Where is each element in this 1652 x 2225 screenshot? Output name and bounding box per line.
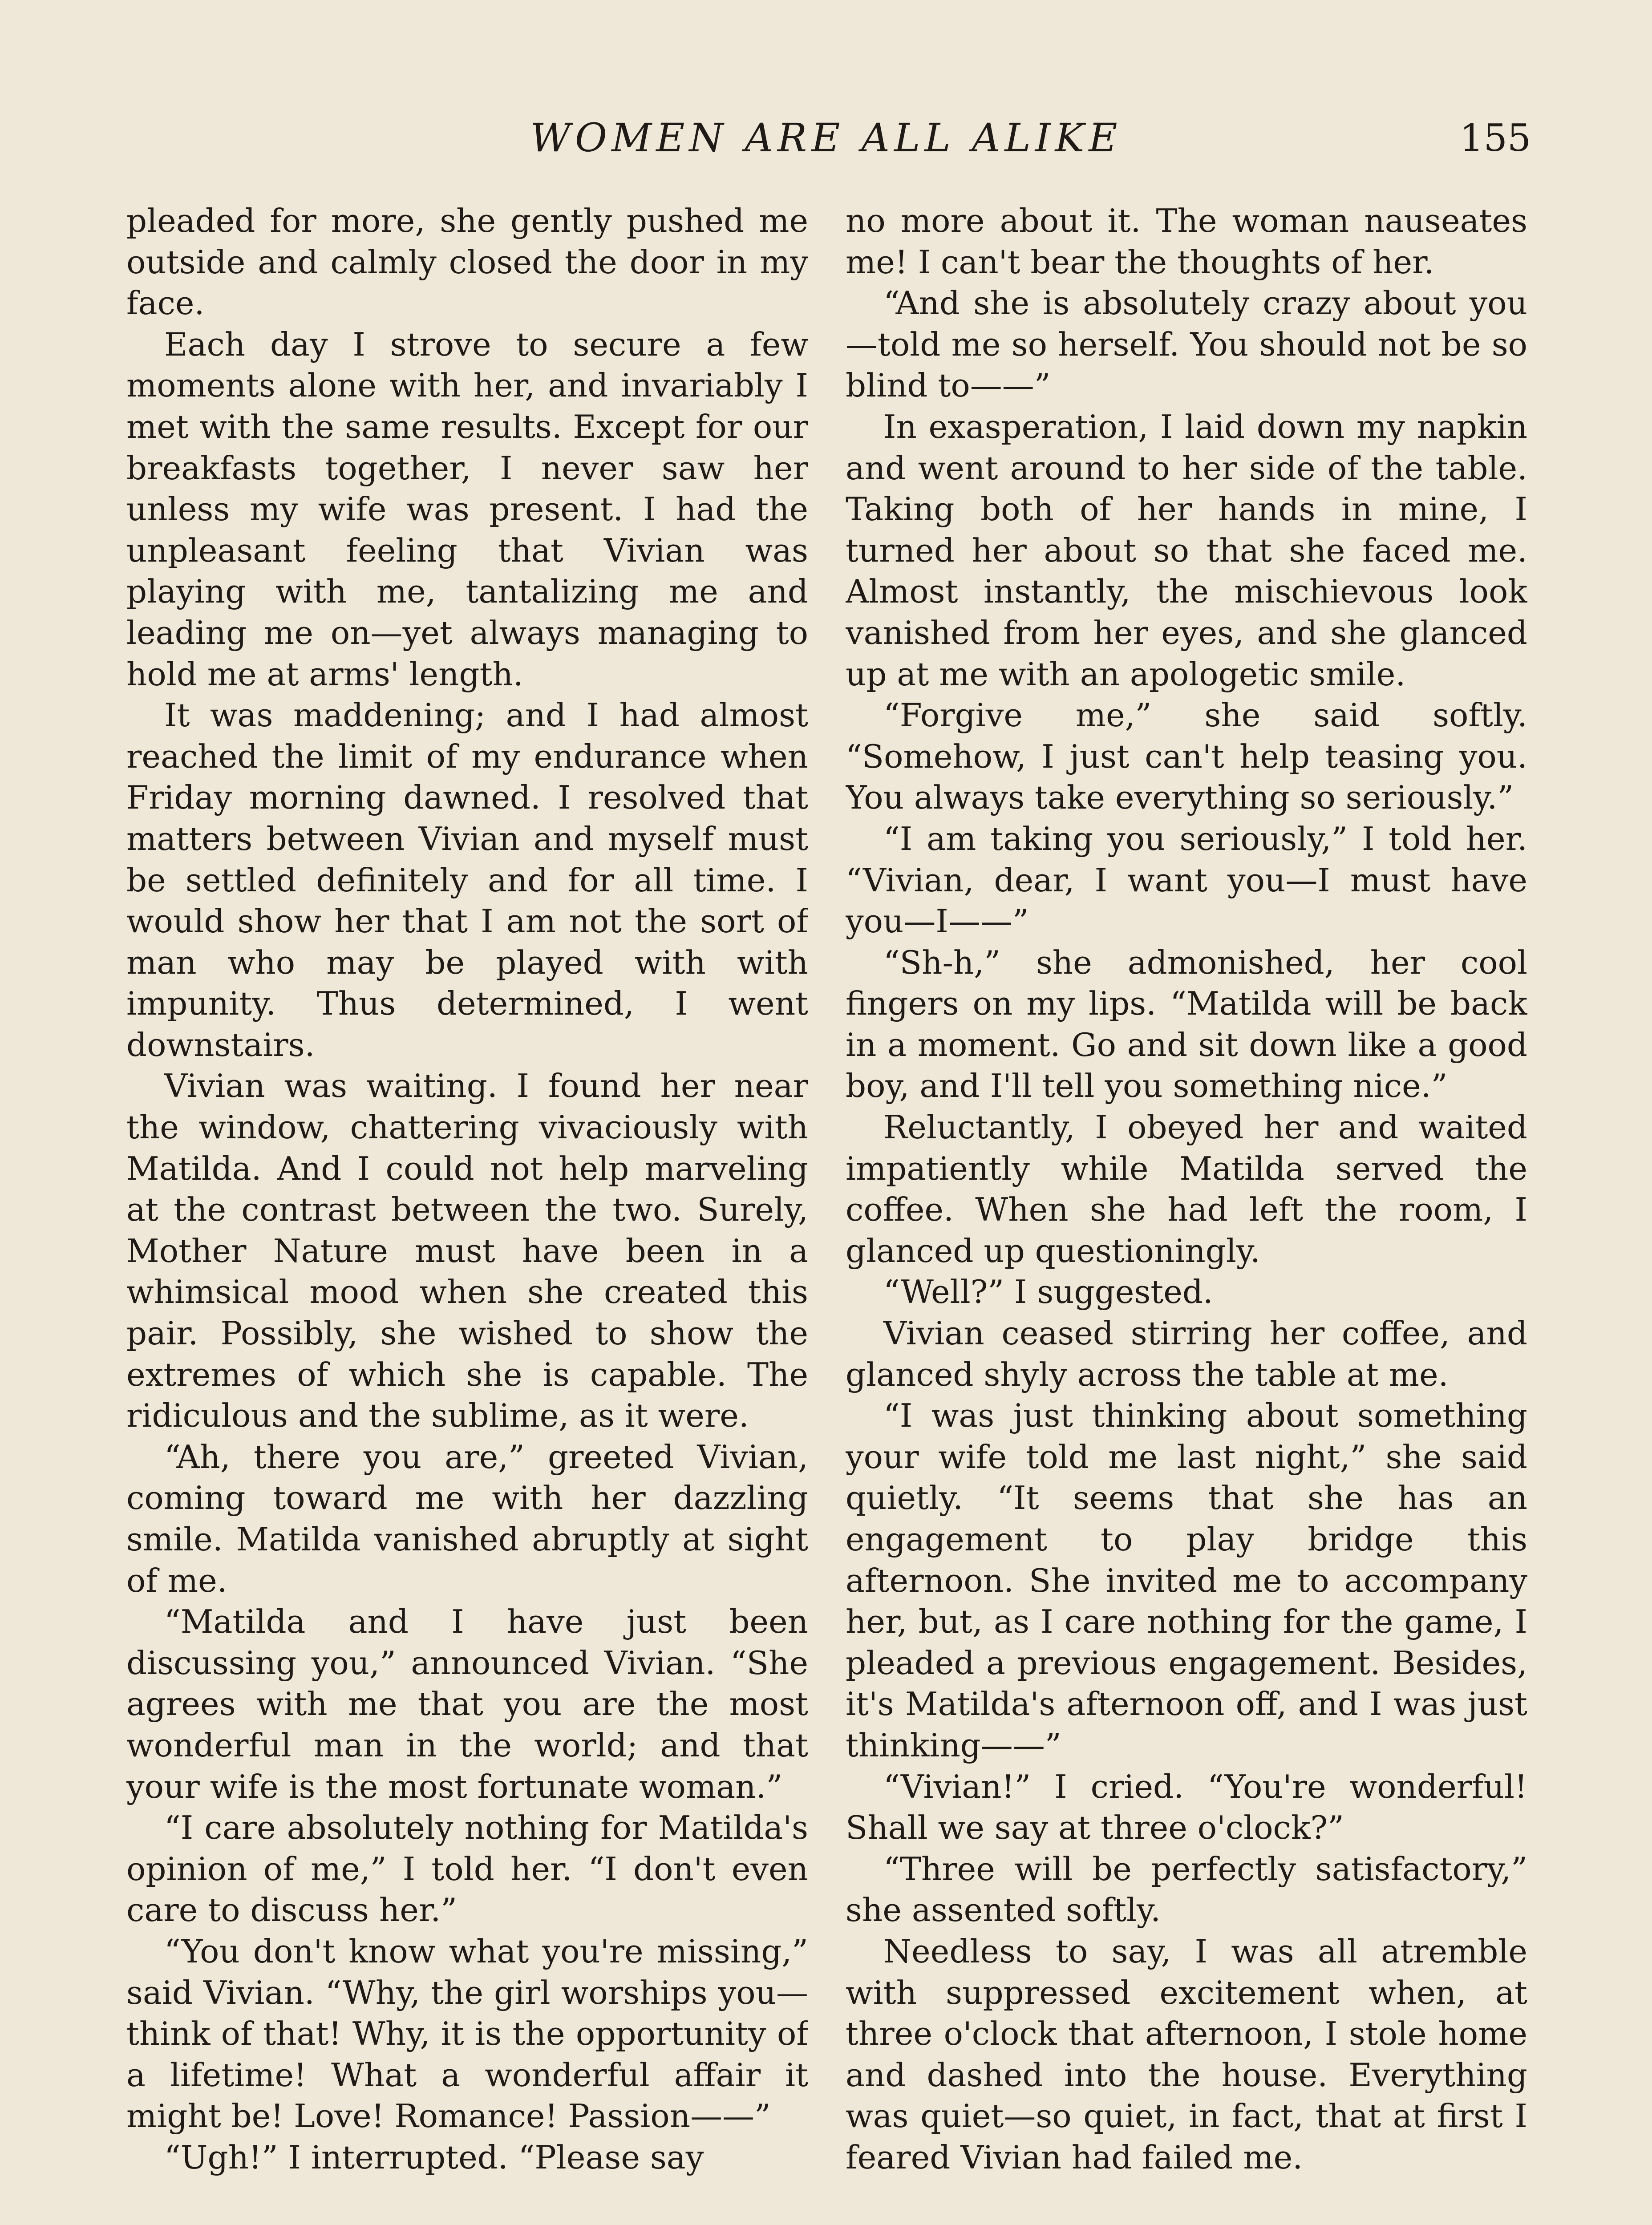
paragraph: “Ugh!” I interrupted. “Please say [164, 2138, 704, 2176]
paragraph: “Sh-h,” she admonished, her cool fingers on my lips. “Matilda will be back in a moment. Go and sit down like a good boy, and I'll tell you something nice.” [846, 943, 1527, 1105]
running-title: WOMEN ARE ALL ALIKE [530, 115, 1122, 161]
paragraph: “I am taking you seriously,” I told her. “Vivian, dear, I want you—I must have you—I——” [846, 820, 1527, 940]
paragraph: “Well?” I suggested. [883, 1273, 1213, 1311]
paragraph: Reluctantly, I obeyed her and waited impatiently while Matilda served the coffee. When she had left the room, I glanced up questioningly. [846, 1108, 1527, 1270]
page-header [0, 111, 1652, 165]
paragraph: pleaded for more, she gently pushed me outside and calmly closed the door in my face. [126, 202, 808, 322]
left-column [126, 200, 808, 2225]
right-column [846, 200, 1527, 2225]
paragraph: “Ah, there you are,” greeted Vivian, coming toward me with her dazzling smile. Matilda vanished abruptly at sight of me. [126, 1438, 808, 1599]
paragraph: Vivian ceased stirring her coffee, and glanced shyly across the table at me. [846, 1315, 1527, 1393]
paragraph: Vivian was waiting. I found her near the window, chattering vivaciously with Matilda. And I could not help marveling at the contrast between the two. Surely, Mother Nature must have been in a whimsical mood when she created this pair. Possibly, she wished to show the extremes of which she is capable. The ridiculous and the sublime, as it were. [126, 1067, 808, 1435]
paragraph: Needless to say, I was all atremble with suppressed excitement when, at three o'clock that afternoon, I stole home and dashed into the house. Everything was quiet—so quiet, in fact, that at first I feared Vivian had failed me. [846, 1932, 1527, 2176]
paragraph: “I care absolutely nothing for Matilda's opinion of me,” I told her. “I don't even care to discuss her.” [126, 1809, 808, 1929]
paragraph: no more about it. The woman nauseates me! I can't bear the thoughts of her. [846, 202, 1527, 281]
paragraph: “You don't know what you're missing,” said Vivian. “Why, the girl worships you—think of that! Why, it is the opportunity of a lifetime! What a wonderful affair it might be! Love! Romance! Passion——” [126, 1932, 808, 2135]
paragraph: In exasperation, I laid down my napkin and went around to her side of the table. Taking both of her hands in mine, I turned her about so that she faced me. Almost instantly, the mischievous look vanished from her eyes, and she glanced up at me with an apologetic smile. [846, 408, 1527, 693]
paragraph: “Forgive me,” she said softly. “Somehow, I just can't help teasing you. You always take everything so seriously.” [846, 696, 1527, 817]
page-number: 155 [1460, 116, 1531, 160]
paragraph: “Vivian!” I cried. “You're wonderful! Shall we say at three o'clock?” [846, 1768, 1527, 1847]
paragraph: It was maddening; and I had almost reached the limit of my endurance when Friday morning dawned. I resolved that matters between Vivian and myself must be settled definitely and for all time. I would show her that I am not the sort of man who may be played with with impunity. Thus determined, I went downstairs. [126, 696, 808, 1064]
paragraph: “Matilda and I have just been discussing you,” announced Vivian. “She agrees with me that you are the most wonderful man in the world; and that your wife is the most fortunate woman.” [126, 1603, 808, 1805]
paragraph: “I was just thinking about something your wife told me last night,” she said quietly. “It seems that she has an engagement to play bridge this afternoon. She invited me to accompany her, but, as I care nothing for the game, I pleaded a previous engagement. Besides, it's Matilda's afternoon off, and I was just thinking——” [846, 1397, 1527, 1764]
paragraph: “And she is absolutely crazy about you —told me so herself. You should not be so blind to——” [846, 284, 1527, 405]
paragraph: Each day I strove to secure a few moments alone with her, and invariably I met with the same results. Except for our breakfasts together, I never saw her unless my wife was present. I had the unpleasant feeling that Vivian was playing with me, tantalizing me and leading me on—yet always managing to hold me at arms' length. [126, 325, 808, 693]
paragraph: “Three will be perfectly satisfactory,” she assented softly. [846, 1850, 1527, 1929]
